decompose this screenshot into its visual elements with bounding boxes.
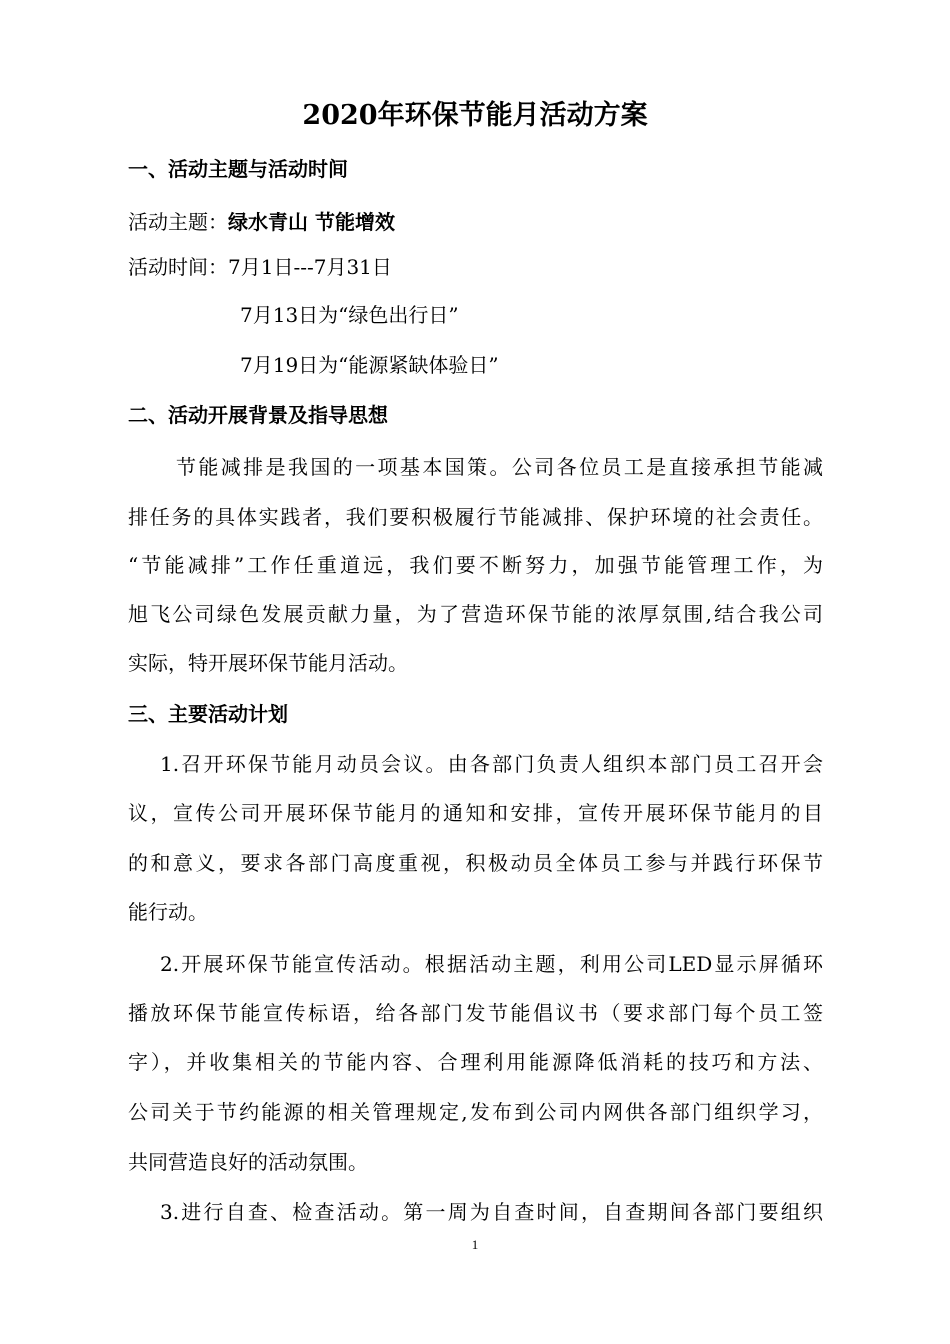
page-number: 1 bbox=[471, 1237, 479, 1252]
plan-item-2-line: 2.开展环保节能宣传活动。根据活动主题，利用公司LED显示屏循环 bbox=[160, 952, 823, 976]
plan-item-1-line: 的和意义，要求各部门高度重视，积极动员全体员工参与并践行环保节 bbox=[128, 851, 823, 875]
plan-item-2-line: 共同营造良好的活动氛围。 bbox=[128, 1150, 368, 1174]
theme-value: 绿水青山 节能增效 bbox=[228, 210, 395, 234]
section-2-line: 旭飞公司绿色发展贡献力量，为了营造环保节能的浓厚氛围,结合我公司 bbox=[128, 602, 823, 626]
plan-item-1-line: 能行动。 bbox=[128, 900, 208, 924]
section-2-line: “节能减排”工作任重道远，我们要不断努力，加强节能管理工作，为 bbox=[128, 553, 823, 577]
plan-item-2-line: 播放环保节能宣传标语，给各部门发节能倡议书（要求部门每个员工签 bbox=[128, 1001, 823, 1025]
plan-item-2-line: 字），并收集相关的节能内容、合理利用能源降低消耗的技巧和方法、 bbox=[128, 1050, 823, 1074]
theme-row bbox=[128, 210, 395, 234]
section-2-heading: 二、活动开展背景及指导思想 bbox=[128, 403, 388, 427]
section-1-heading: 一、活动主题与活动时间 bbox=[128, 157, 348, 181]
section-3-heading: 三、主要活动计划 bbox=[128, 702, 288, 726]
green-travel-day: 7月13日为“绿色出行日” bbox=[240, 303, 459, 327]
plan-item-1-line: 议，宣传公司开展环保节能月的通知和安排，宣传开展环保节能月的目 bbox=[128, 801, 823, 825]
time-row bbox=[128, 255, 392, 279]
page-title: 2020年环保节能月活动方案 bbox=[302, 100, 648, 131]
time-label: 活动时间： bbox=[128, 255, 228, 279]
section-2-line: 节能减排是我国的一项基本国策。公司各位员工是直接承担节能减 bbox=[176, 455, 823, 479]
plan-item-3-line: 3.进行自查、检查活动。第一周为自查时间，自查期间各部门要组织 bbox=[160, 1200, 823, 1224]
theme-label: 活动主题： bbox=[128, 210, 228, 234]
time-value: 7月1日---7月31日 bbox=[228, 255, 392, 279]
energy-shortage-day: 7月19日为“能源紧缺体验日” bbox=[240, 353, 499, 377]
section-2-line: 排任务的具体实践者，我们要积极履行节能减排、保护环境的社会责任。 bbox=[128, 505, 823, 529]
plan-item-2-line: 公司关于节约能源的相关管理规定,发布到公司内网供各部门组织学习， bbox=[128, 1100, 823, 1124]
plan-item-1-line: 1.召开环保节能月动员会议。由各部门负责人组织本部门员工召开会 bbox=[160, 752, 823, 776]
section-2-line: 实际，特开展环保节能月活动。 bbox=[128, 651, 408, 675]
